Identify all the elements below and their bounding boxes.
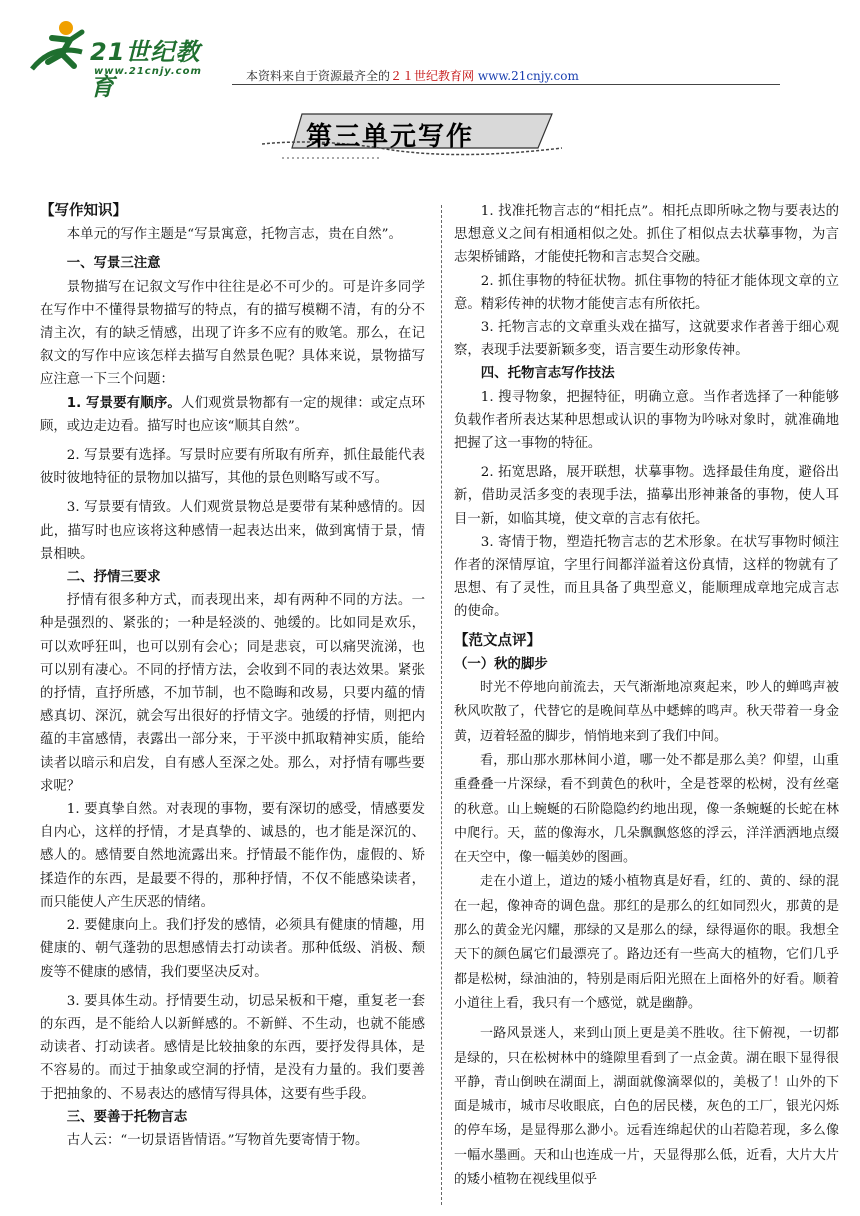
paragraph: 时光不停地向前流去，天气渐渐地凉爽起来，吵人的蝉鸣声被秋风吹散了，代替它的是晚间草丛中蟋蟀的鸣声。秋天带着一身金黄，迈着轻盈的脚步，悄悄地来到了我们中间。 bbox=[454, 680, 839, 744]
point-text: 人们观赏景物都有一定的规律：或定点环顾，或边走边看。描写时也应该“顺其自然”。 bbox=[40, 395, 425, 434]
paragraph: 走在小道上，道边的矮小植物真是好看，红的、黄的、绿的混在一起，像神奇的调色盘。那红的是那么的红如同烈火，那黄的是那么的黄金光闪耀，那绿的又是那么的绿，绿得逼你的眼。我想全天下的颜色属它们最漂亮了。路边还有一些高大的植物，它们几乎都是松树，绿油油的，特别是雨后阳光照在上面格外的好看。顺着小道往上看，我只有一个感觉，就是幽静。 bbox=[454, 874, 839, 1011]
subheading: 二、抒情三要求 bbox=[66, 570, 161, 586]
paragraph: 1. 找准托物言志的“相托点”。相托点即所咏之物与要表达的思想意义之间有相通相似之处。抓住了相似点去状摹事物，为言志架桥铺路，才能使托物和言志契合交融。 bbox=[454, 204, 839, 266]
paragraph: 1. 搜寻物象，把握特征，明确立意。当作者选择了一种能够负载作者所表达某种思想或认识的事物为吟咏对象时，就准确地把握了这一事物的特征。 bbox=[454, 389, 839, 452]
subheading: 三、要善于托物言志 bbox=[66, 1109, 188, 1125]
essay-body bbox=[454, 676, 839, 1192]
paragraph: 古人云：“一切景语皆情语。”写物首先要寄情于物。 bbox=[66, 1132, 369, 1148]
paragraph: 1. 要真挚自然。对表现的事物，要有深切的感受，情感要发自内心，这样的抒情，才是真挚的、诚恳的，也才能是深沉的、感人的。感情要自然地流露出来。抒情最不能作伪，虚假的、矫揉造作的东西，是最要不得的，那种抒情，不仅不能感染读者，而只能使人产生厌恶的情绪。 bbox=[40, 802, 425, 910]
left-column bbox=[40, 200, 425, 1152]
paragraph: 本单元的写作主题是“写景寓意，托物言志，贵在自然”。 bbox=[66, 227, 402, 243]
paragraph: 2. 抓住事物的特征状物。抓住事物的特征才能体现文章的立意。精彩传神的状物才能使言志有所依托。 bbox=[454, 273, 839, 312]
paragraph: 一路风景迷人，来到山顶上更是美不胜收。往下俯视，一切都是绿的，只在松树林中的缝隙里看到了一点金黄。湖在眼下显得很平静，青山倒映在湖面上，湖面就像滴翠似的，美极了！山外的下面是城市，城市尽收眼底，白色的居民楼，灰色的工厂，银光闪烁的停车场，是显得那么渺小。远看连绵起伏的山若隐若现，多么像一幅水墨画。天和山也连成一片，天显得那么低，近看，大片大片的矮小植物在视线里似乎 bbox=[454, 1026, 839, 1187]
paragraph: 3. 托物言志的文章重头戏在描写，这就要求作者善于细心观察，表现手法要新颖多变，语言要生动形象传神。 bbox=[454, 320, 839, 359]
subheading: 四、托物言志写作技法 bbox=[480, 366, 615, 382]
header-site-name-link[interactable]: ２１世纪教育网 bbox=[390, 69, 475, 83]
header-source-note bbox=[246, 67, 579, 84]
section-heading-model-essay: 【范文点评】 bbox=[454, 632, 541, 649]
paragraph: 2. 写景要有选择。写景时应要有所取有所弃，抓住最能代表彼时彼地特征的景物加以描写，其他的景色则略写或不写。 bbox=[40, 448, 425, 487]
unit-title: 第三单元写作 bbox=[306, 122, 475, 152]
paragraph: 3. 写景要有情致。人们观赏景物总是要带有某种感情的。因此，描写时也应该将这种感情一起表达出来，做到寓情于景，情景相映。 bbox=[40, 500, 425, 562]
right-column bbox=[454, 200, 839, 1192]
essay-title: （一）秋的脚步 bbox=[454, 656, 548, 672]
paragraph: 景物描写在记叙文写作中往往是必不可少的。可是许多同学在写作中不懂得景物描写的特点，有的描写模糊不清，有的分不清主次，有的缺乏情感，出现了许多不应有的败笔。那么，在记叙文的写作中应该怎样去描写自然景色呢？具体来说，景物描写应注意一下三个问题： bbox=[40, 279, 425, 388]
paragraph: 看，那山那水那林间小道，哪一处不都是那么美？仰望，山重重叠叠一片深绿，看不到黄色的秋叶，全是苍翠的松树，没有丝毫的秋意。山上蜿蜒的石阶隐隐约约地出现，像一条蜿蜒的长蛇在林中爬行。天，蓝的像海水，几朵飘飘悠悠的浮云，洋洋洒洒地点缀在天空中，像一幅美妙的图画。 bbox=[454, 752, 839, 866]
paragraph: 3. 寄情于物，塑造托物言志的艺术形象。在状写事物时倾注作者的深情厚谊，字里行间都洋溢着这份真情，这样的物就有了思想、有了灵性，而且具备了典型意义，能顺理成章地完成言志的使命。 bbox=[454, 534, 839, 620]
paragraph: 抒情有很多种方式，而表现出来，却有两种不同的方法。一种是强烈的、紧张的；一种是轻淡的、弛缓的。比如同是欢乐，可以欢呼狂叫，也可以别有会心；同是悲哀，可以痛哭流涕，也可以别有凄心。不同的抒情方法，会收到不同的表达效果。紧张的抒情，直抒所感，不加节制，也不隐晦和改易，只要内蕴的情感真切、深沉，就会写出很好的抒情文字。弛缓的抒情，则把内蕴的丰富感情，表露出一部分来，于平淡中抓取精神实质，能给读者以暗示和启发，自有感人至深之处。那么，对抒情有哪些要求呢？ bbox=[40, 593, 425, 794]
site-logo[interactable] bbox=[22, 14, 222, 101]
paragraph: 3. 要具体生动。抒情要生动，切忌呆板和干瘪，重复老一套的东西，是不能给人以新鲜感的。不新鲜、不生动，也就不能感动读者、打动读者。感情是比较抽象的东西，要抒发得具体，是不容易的。而过于抽象或空洞的抒情，是没有力量的。我们要善于把抽象的、不易表达的感情写得具体，这要有些手段。 bbox=[40, 993, 425, 1102]
header-site-url-link[interactable]: www.21cnjy.com bbox=[477, 69, 579, 83]
paragraph: 2. 拓宽思路，展开联想，状摹事物。选择最佳角度，避俗出新，借助灵活多变的表现手法，描摹出形神兼备的事物，使人耳目一新，如临其境，使文章的言志有依托。 bbox=[454, 465, 839, 527]
paragraph: 2. 要健康向上。我们抒发的感情，必须具有健康的情趣，用健康的、朝气蓬勃的思想感情去打动读者。那种低级、消极、颓废等不健康的感情，我们要坚决反对。 bbox=[40, 918, 425, 980]
point-lead: 1. 写景要有顺序。 bbox=[66, 395, 181, 411]
header-divider bbox=[232, 84, 780, 85]
paragraph bbox=[40, 392, 425, 438]
section-heading-writing-knowledge: 【写作知识】 bbox=[40, 203, 127, 219]
header-note-prefix: 本资料来自于资源最齐全的 bbox=[246, 69, 391, 83]
logo-url-text: www.21cnjy.com bbox=[94, 66, 202, 77]
subheading: 一、写景三注意 bbox=[66, 256, 161, 272]
logo-brand-text: 21世纪教育 bbox=[90, 38, 201, 101]
column-divider bbox=[441, 205, 442, 1205]
